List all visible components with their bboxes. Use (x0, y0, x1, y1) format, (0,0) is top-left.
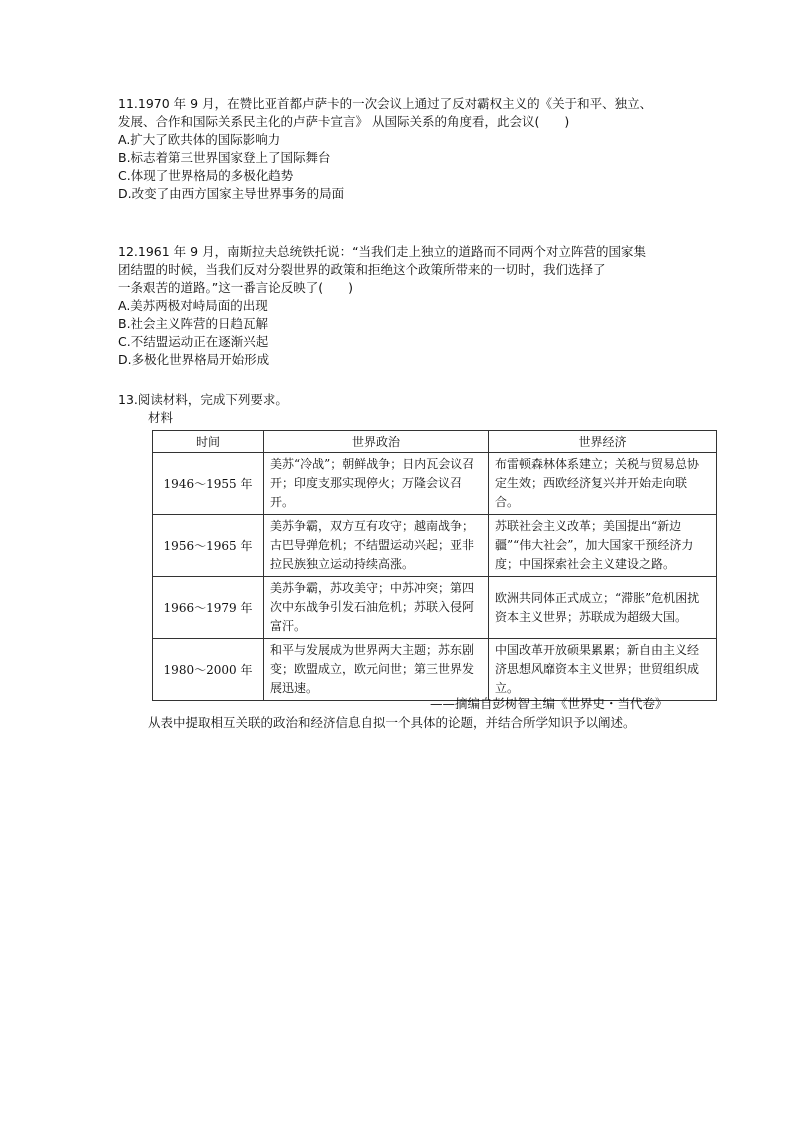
table-row (153, 515, 717, 577)
table-cell-politics: 美苏“冷战”；朝鲜战争；日内瓦会议召开；印度支那实现停火；万隆会议召开。 (264, 453, 489, 515)
header-politics: 世界政治 (264, 431, 489, 453)
question-12-stem-line-2: 团结盟的时候，当我们反对分裂世界的政策和拒绝这个政策所带来的一切时，我们选择了 (118, 262, 606, 277)
table-cell-economy: 苏联社会主义改革；美国提出“新边疆”“伟大社会”，加大国家干预经济力度；中国探索社会主义建设之路。 (489, 515, 717, 577)
question-12 (118, 243, 718, 369)
question-12-option-d: D.多极化世界格局开始形成 (118, 352, 270, 367)
question-11-option-c: C.体现了世界格局的多极化趋势 (118, 168, 294, 183)
material-label: 材料 (148, 410, 174, 425)
question-11-stem-line-2: 发展、合作和国际关系民主化的卢萨卡宣言》 从国际关系的角度看，此会议( ) (118, 114, 570, 129)
question-12-stem (118, 243, 718, 297)
question-12-stem-line-3: 一条艰苦的道路。”这一番言论反映了( ) (118, 280, 353, 295)
table-row (153, 577, 717, 639)
table-row (153, 453, 717, 515)
table-header-row (153, 431, 717, 453)
question-12-option-b: B.社会主义阵营的日趋瓦解 (118, 316, 269, 331)
table-cell-time: 1946～1955 年 (153, 453, 264, 515)
question-11 (118, 95, 718, 203)
table-cell-politics: 美苏争霸，苏攻美守；中苏冲突；第四次中东战争引发石油危机；苏联入侵阿富汗。 (264, 577, 489, 639)
material-table (152, 430, 717, 701)
table-cell-politics: 美苏争霸，双方互有攻守；越南战争；古巴导弹危机；不结盟运动兴起；亚非拉民族独立运动持续高涨。 (264, 515, 489, 577)
question-11-stem (118, 95, 718, 131)
header-economy: 世界经济 (489, 431, 717, 453)
question-11-stem-line-1: 11.1970 年 9 月，在赞比亚首都卢萨卡的一次会议上通过了反对霸权主义的《关于和平、独立、 (118, 96, 653, 111)
table-cell-economy: 中国改革开放硕果累累；新自由主义经济思想风靡资本主义世界；世贸组织成立。 (489, 639, 717, 701)
question-11-option-b: B.标志着第三世界国家登上了国际舞台 (118, 150, 331, 165)
question-13-requirement: 从表中提取相互关联的政治和经济信息自拟一个具体的论题，并结合所学知识予以阐述。 (148, 715, 636, 730)
question-11-option-a: A.扩大了欧共体的国际影响力 (118, 132, 281, 147)
table-cell-politics: 和平与发展成为世界两大主题；苏东剧变；欧盟成立，欧元问世；第三世界发展迅速。 (264, 639, 489, 701)
question-12-stem-line-1: 12.1961 年 9 月，南斯拉夫总统铁托说：“当我们走上独立的道路而不同两个对立阵营的国家集 (118, 244, 647, 259)
table-cell-economy: 布雷顿森林体系建立；关税与贸易总协定生效；西欧经济复兴并开始走向联合。 (489, 453, 717, 515)
table-row (153, 639, 717, 701)
table-cell-economy: 欧洲共同体正式成立；“滞胀”危机困扰资本主义世界；苏联成为超级大国。 (489, 577, 717, 639)
question-13-stem: 13.阅读材料，完成下列要求。 (118, 392, 288, 407)
question-11-option-d: D.改变了由西方国家主导世界事务的局面 (118, 186, 345, 201)
question-12-option-c: C.不结盟运动正在逐渐兴起 (118, 334, 269, 349)
question-12-option-a: A.美苏两极对峙局面的出现 (118, 298, 268, 313)
question-13 (118, 391, 718, 427)
table-cell-time: 1966～1979 年 (153, 577, 264, 639)
table-cell-time: 1980～2000 年 (153, 639, 264, 701)
header-time: 时间 (153, 431, 264, 453)
table-cell-time: 1956～1965 年 (153, 515, 264, 577)
material-source: ——摘编自彭树智主编《世界史・当代卷》 (430, 696, 668, 711)
